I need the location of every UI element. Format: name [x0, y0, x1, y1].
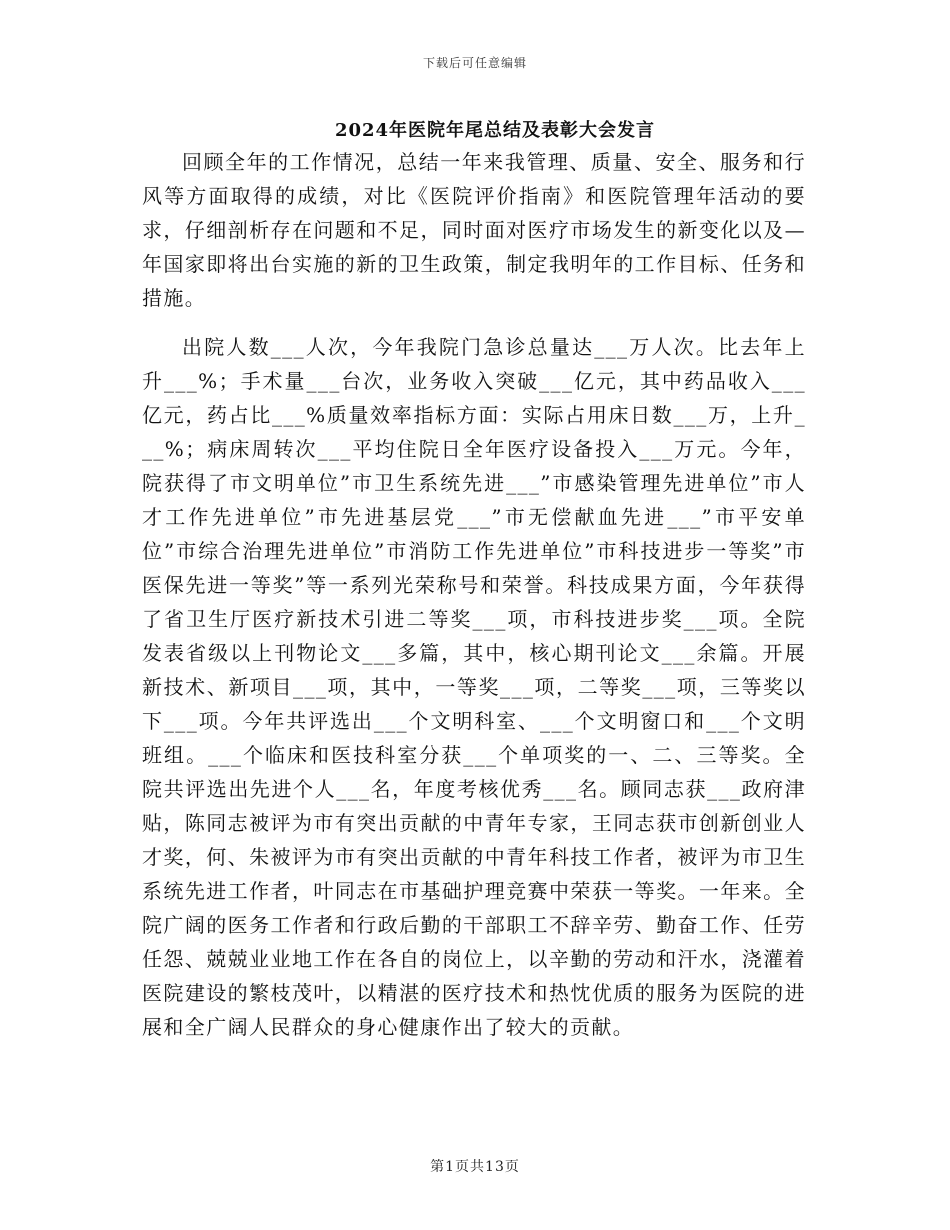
- page-number: 第1页共13页: [430, 1159, 520, 1175]
- paragraph-intro: 回顾全年的工作情况，总结一年来我管理、质量、安全、服务和行风等方面取得的成绩，对比《医院评价指南》和医院管理年活动的要求，仔细剖析存在问题和不足，同时面对医疗市场发生的新变化以及—年国家即将出台实施的新的卫生政策，制定我明年的工作目标、任务和措施。: [142, 150, 806, 310]
- header-note: 下载后可任意编辑: [422, 56, 527, 70]
- document-body: [142, 145, 806, 1044]
- paragraph-statistics: 出院人数___人次，今年我院门急诊总量达___万人次。比去年上升___%；手术量___台次，业务收入突破___亿元，其中药品收入___亿元，药占比___%质量效率指标方面：实际占用床日数___万，上升___%；病床周转次___平均住院日全年医疗设备投入___万元。今年，院获得了市文明单位”市卫生系统先进___”市感染管理先进单位”市人才工作先进单位”市先进基层党___”市无偿献血先进___”市平安单位”市综合治理先进单位”市消防工作先进单位”市科技进步一等奖”市医保先进一等奖”等一系列光荣称号和荣誉。科技成果方面，今年获得了省卫生厅医疗新技术引进二等奖___项，市科技进步奖___项。全院发表省级以上刊物论文___多篇，其中，核心期刊论文___余篇。开展新技术、新项目___项，其中，一等奖___项，二等奖___项，三等奖以下___项。今年共评选出___个文明科室、___个文明窗口和___个文明班组。___个临床和医技科室分获___个单项奖的一、二、三等奖。全院共评选出先进个人___名，年度考核优秀___名。顾同志获___政府津贴，陈同志被评为市有突出贡献的中青年专家，王同志获市创新创业人才奖，何、朱被评为市有突出贡献的中青年科技工作者，被评为市卫生系统先进工作者，叶同志在市基础护理竞赛中荣获一等奖。一年来。全院广阔的医务工作者和行政后勤的干部职工不辞辛劳、勤奋工作、任劳任怨、兢兢业业地工作在各自的岗位上，以辛勤的劳动和汗水，浇灌着医院建设的繁枝茂叶，以精湛的医疗技术和热忱优质的服务为医院的进展和全广阔人民群众的身心健康作出了较大的贡献。: [142, 335, 806, 1039]
- document-title: 2024年医院年尾总结及表彰大会发言: [334, 120, 656, 141]
